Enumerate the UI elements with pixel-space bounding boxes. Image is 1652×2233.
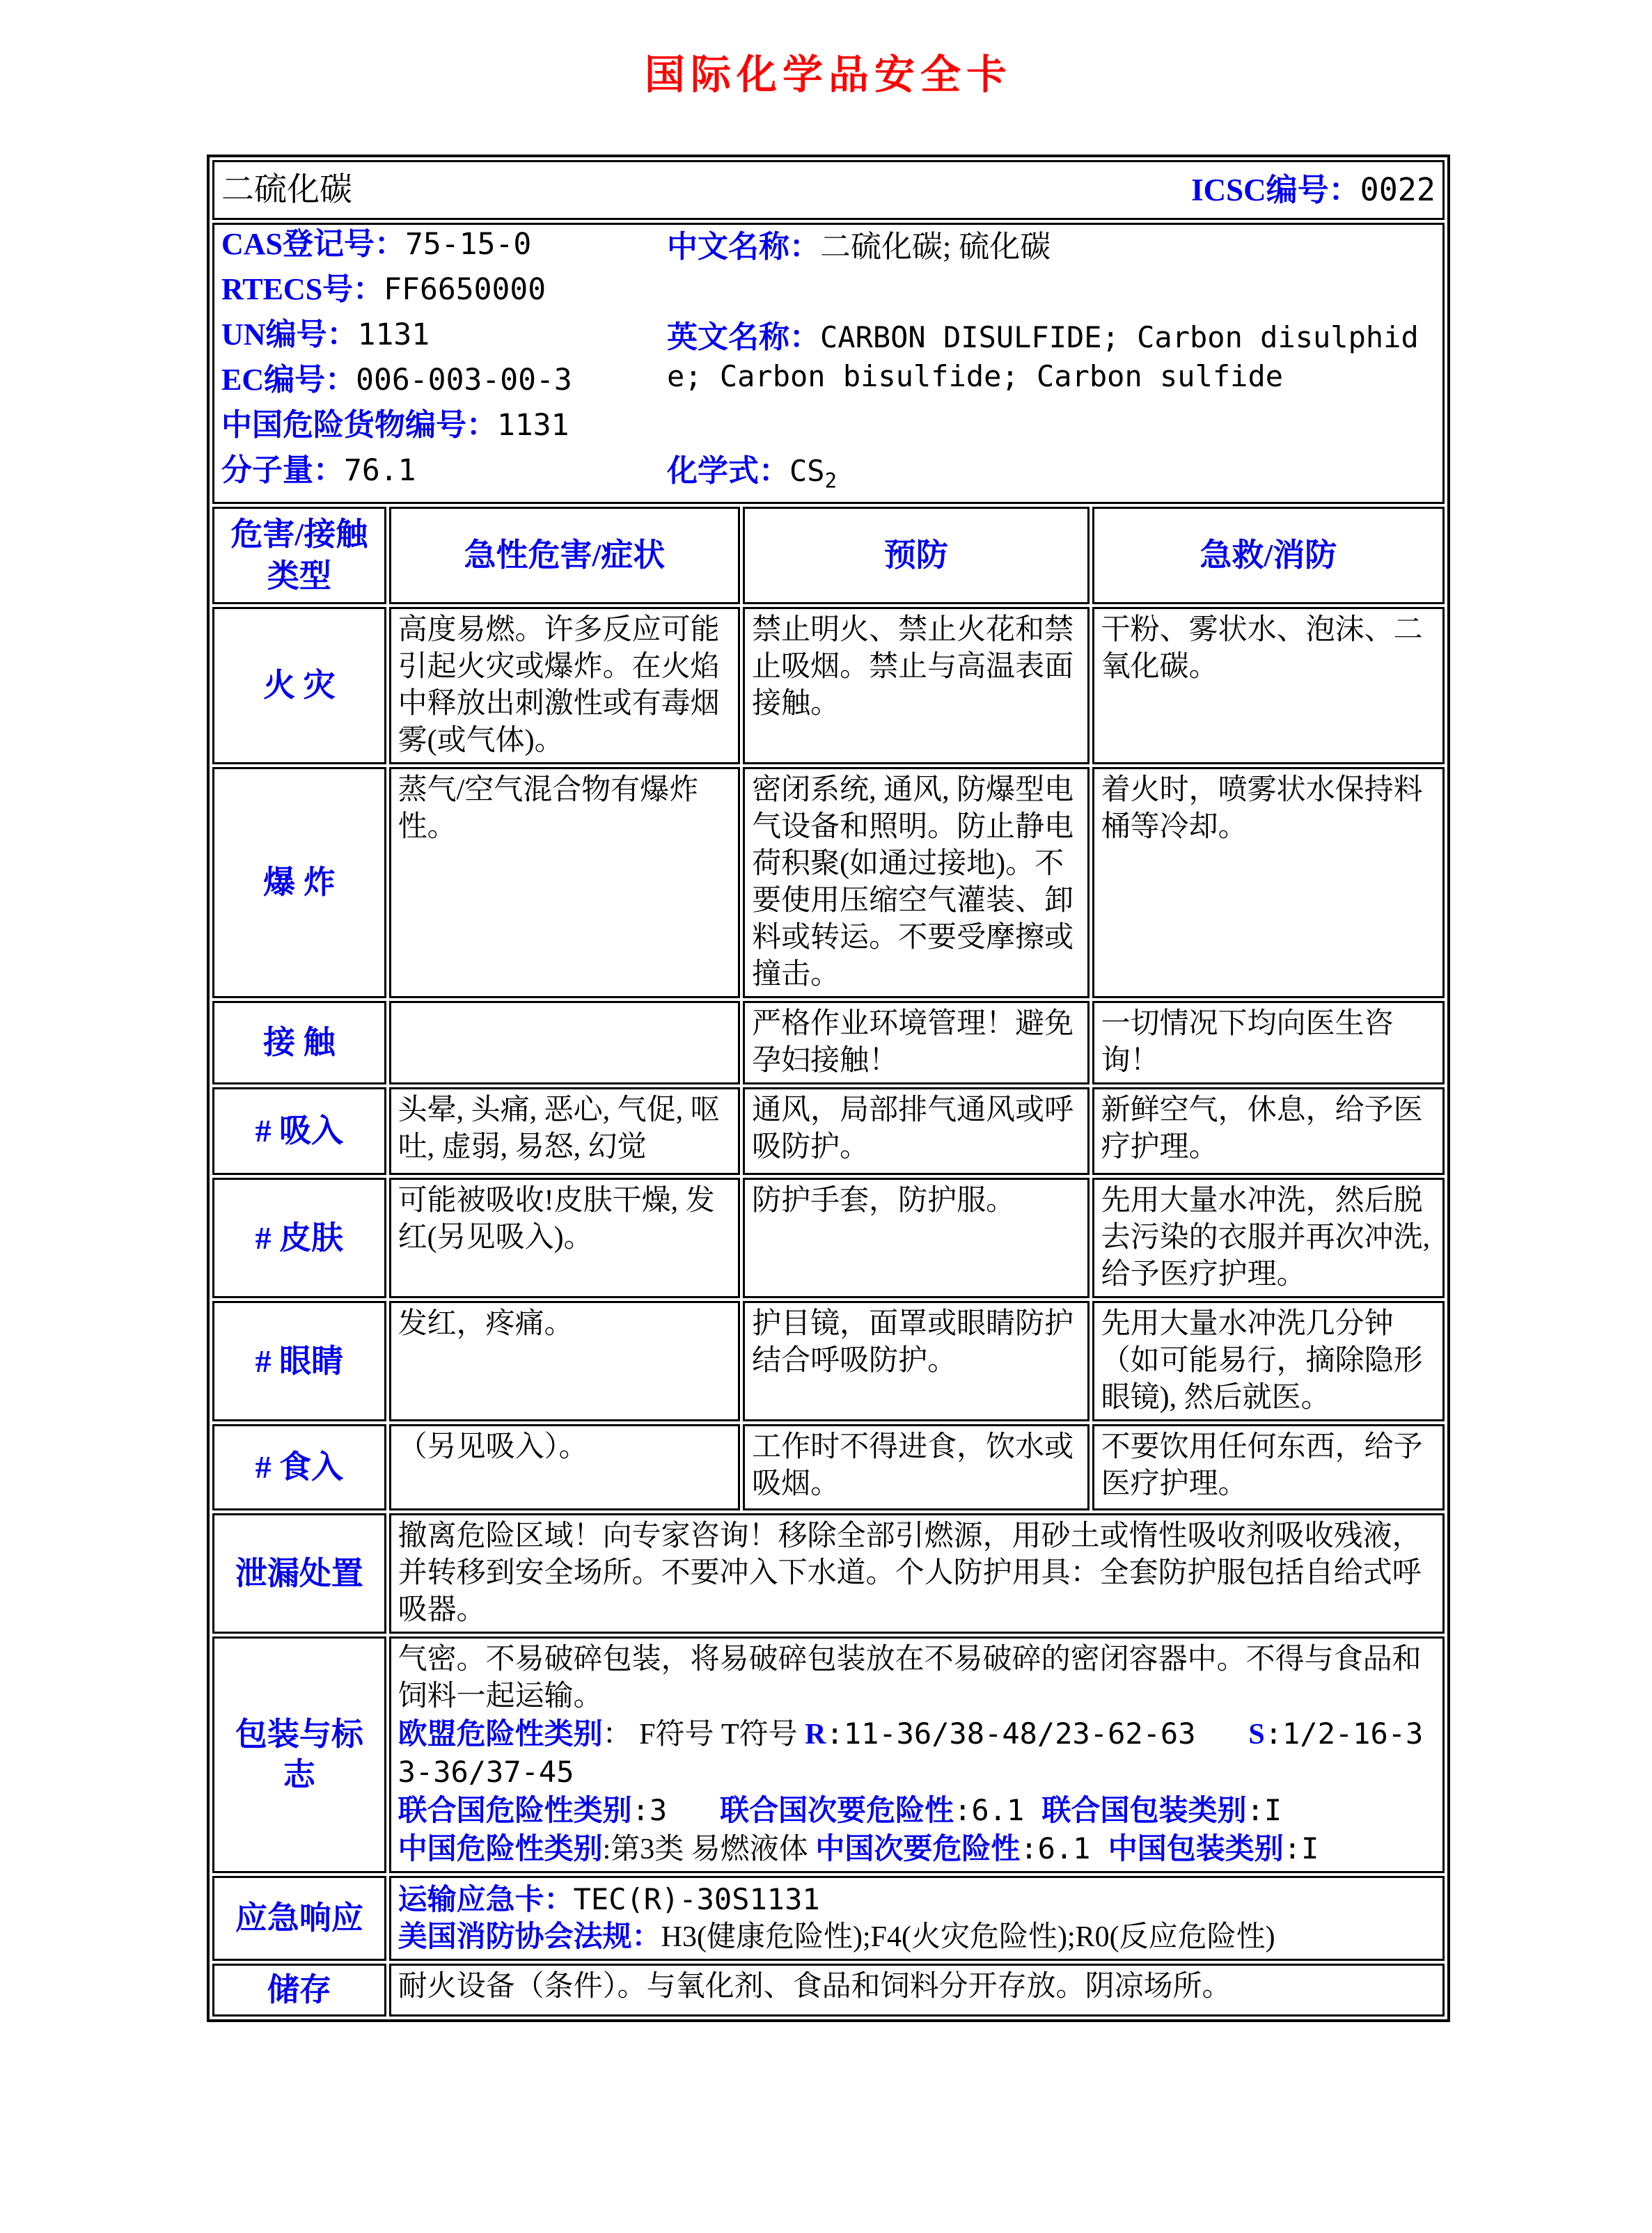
contact-symptoms: [389, 1001, 741, 1084]
fire-firstaid: 干粉、雾状水、泡沫、二氧化碳。: [1092, 607, 1445, 764]
inhalation-symptoms: 头晕, 头痛, 恶心, 气促, 呕吐, 虚弱, 易怒, 幻觉: [389, 1087, 741, 1175]
un-number-label: UN编号：: [221, 317, 358, 352]
hazard-row-inhalation: [212, 1087, 1445, 1175]
molecular-weight-label: 分子量：: [221, 453, 344, 487]
packaging-labelling-label: 包装与标志: [212, 1636, 386, 1873]
emergency-response-label: 应急响应: [212, 1876, 386, 1961]
cas-number-value: 75-15-0: [405, 227, 532, 262]
chinese-name-value: 二硫化碳; 硫化碳: [820, 230, 1051, 264]
column-header-hazard-type: 危害/接触类型: [212, 507, 386, 604]
english-name-value: CARBON DISULFIDE; Carbon disulphide; Carbon bisulfide; Carbon sulfide: [667, 320, 1419, 393]
formula-base: CS: [789, 454, 825, 488]
card-content: [207, 0, 1450, 2022]
hazard-table-header-row: [212, 507, 1445, 604]
icsc-number-value: 0022: [1360, 171, 1435, 208]
icsc-number: [1191, 171, 1435, 209]
inhalation-firstaid: 新鲜空气，休息，给予医疗护理。: [1092, 1087, 1445, 1175]
rtecs-number: [221, 273, 667, 306]
molecular-weight-value: 76.1: [344, 453, 416, 488]
ingestion-symptoms: （另见吸入）。: [389, 1424, 741, 1510]
skin-prevention: 防护手套，防护服。: [743, 1178, 1089, 1298]
chinese-name-label: 中文名称：: [667, 230, 820, 264]
icsc-number-label: ICSC编号：: [1191, 173, 1360, 207]
contact-firstaid: 一切情况下均向医生咨询！: [1092, 1001, 1445, 1084]
hazard-type-eyes: # 眼睛: [212, 1301, 386, 1421]
ingestion-firstaid: 不要饮用任何东西，给予医疗护理。: [1092, 1424, 1445, 1510]
fire-symptoms: 高度易燃。许多反应可能引起火灾或爆炸。在火焰中释放出刺激性或有毒烟雾(或气体)。: [389, 607, 741, 764]
card-header-row: [212, 160, 1445, 220]
eyes-firstaid: 先用大量水冲洗几分钟（如可能易行，摘除隐形眼镜), 然后就医。: [1092, 1301, 1445, 1421]
hazard-row-fire: [212, 607, 1445, 764]
hazard-row-eyes: [212, 1301, 1445, 1421]
card-header-cell: [212, 160, 1445, 220]
explosion-symptoms: 蒸气/空气混合物有爆炸性。: [389, 767, 741, 998]
rtecs-number-value: FF6650000: [384, 272, 546, 307]
ec-number: [221, 363, 667, 397]
page-title: 国际化学品安全卡: [644, 52, 1012, 97]
eyes-symptoms: 发红，疼痛。: [389, 1301, 741, 1421]
hazard-row-explosion: [212, 767, 1445, 998]
formula-subscript: 2: [824, 468, 837, 493]
icsc-card-table: [207, 155, 1450, 2022]
packaging-labelling-row: [212, 1636, 1445, 1873]
chemical-formula-label: 化学式：: [667, 454, 789, 488]
spill-disposal-row: [212, 1513, 1445, 1634]
hazard-row-skin: [212, 1178, 1445, 1298]
hazard-type-contact: 接 触: [212, 1001, 386, 1084]
cas-number-label: CAS登记号：: [221, 227, 406, 261]
column-header-prevention: 预防: [743, 507, 1089, 604]
explosion-firstaid: 着火时，喷雾状水保持料桶等冷却。: [1092, 767, 1445, 998]
hazard-row-contact: [212, 1001, 1445, 1084]
column-header-symptoms: 急性危害/症状: [389, 507, 741, 604]
identifiers-cell: [212, 223, 1445, 504]
spill-disposal-text: 撤离危险区域！向专家咨询！移除全部引燃源，用砂土或惰性吸收剂吸收残液，并转移到安全场所。不要冲入下水道。个人防护用具：全套防护服包括自给式呼吸器。: [389, 1513, 1445, 1634]
molecular-weight: [221, 454, 667, 487]
hazard-type-ingestion: # 食入: [212, 1424, 386, 1510]
substance-name: 二硫化碳: [221, 171, 352, 208]
un-number-value: 1131: [357, 317, 430, 352]
storage-text: 耐火设备（条件）。与氧化剂、食品和饲料分开存放。阴凉场所。: [389, 1964, 1445, 2017]
hazard-type-fire: 火 灾: [212, 607, 386, 764]
fire-prevention: 禁止明火、禁止火花和禁止吸烟。禁止与高温表面接触。: [743, 607, 1089, 764]
identifiers-row: [212, 223, 1445, 504]
hazard-row-ingestion: [212, 1424, 1445, 1510]
emergency-response-row: [212, 1876, 1445, 1961]
chemical-formula: [667, 452, 1440, 491]
packaging-labelling-text: 气密。不易破碎包装，将易破碎包装放在不易破碎的密闭容器中。不得与食品和饲料一起运输。 欧盟危险性类别： F符号 T符号 R:11-36/38-48/23-62-63 S:1/2-16-33-36/37-45 联合国危险性类别:3 联合国次要危险性:6.1 联合国包装类别:I 中国危险性类别:第3类 易燃液体 中国次要危险性:6.1 中国包装类别:I: [389, 1636, 1445, 1873]
name-list: [667, 228, 1440, 491]
hazard-type-explosion: 爆 炸: [212, 767, 386, 998]
china-dangerous-goods-label: 中国危险货物编号：: [221, 408, 497, 442]
hazard-type-inhalation: # 吸入: [212, 1087, 386, 1175]
ec-number-value: 006-003-00-3: [356, 363, 572, 397]
ec-number-label: EC编号：: [221, 363, 356, 397]
skin-firstaid: 先用大量水冲洗，然后脱去污染的衣服并再次冲洗, 给予医疗护理。: [1092, 1178, 1445, 1298]
storage-row: [212, 1964, 1445, 2017]
skin-symptoms: 可能被吸收!皮肤干燥, 发红(另见吸入)。: [389, 1178, 741, 1298]
hazard-type-skin: # 皮肤: [212, 1178, 386, 1298]
china-dangerous-goods-value: 1131: [497, 408, 569, 443]
eyes-prevention: 护目镜，面罩或眼睛防护结合呼吸防护。: [743, 1301, 1089, 1421]
cas-number: [221, 228, 667, 261]
contact-prevention: 严格作业环境管理！避免孕妇接触！: [743, 1001, 1089, 1084]
chemical-formula-value: [789, 454, 837, 493]
un-number: [221, 318, 667, 352]
english-name: [667, 318, 1440, 396]
explosion-prevention: 密闭系统, 通风, 防爆型电气设备和照明。防止静电荷积聚(如通过接地)。不要使用压缩空气灌装、卸料或转运。不要受摩擦或撞击。: [743, 767, 1089, 998]
english-name-label: 英文名称：: [667, 320, 820, 354]
inhalation-prevention: 通风，局部排气通风或呼吸防护。: [743, 1087, 1089, 1175]
spill-disposal-label: 泄漏处置: [212, 1513, 386, 1634]
rtecs-number-label: RTECS号：: [221, 272, 384, 306]
chinese-name: [667, 228, 1440, 267]
storage-label: 储存: [212, 1964, 386, 2017]
emergency-response-text: 运输应急卡：TEC(R)-30S1131 美国消防协会法规：H3(健康危险性);F4(火灾危险性);R0(反应危险性): [389, 1876, 1445, 1961]
ingestion-prevention: 工作时不得进食，饮水或吸烟。: [743, 1424, 1089, 1510]
identifier-list: [221, 228, 667, 499]
china-dangerous-goods-number: [221, 409, 667, 442]
column-header-firstaid: 急救/消防: [1092, 507, 1445, 604]
